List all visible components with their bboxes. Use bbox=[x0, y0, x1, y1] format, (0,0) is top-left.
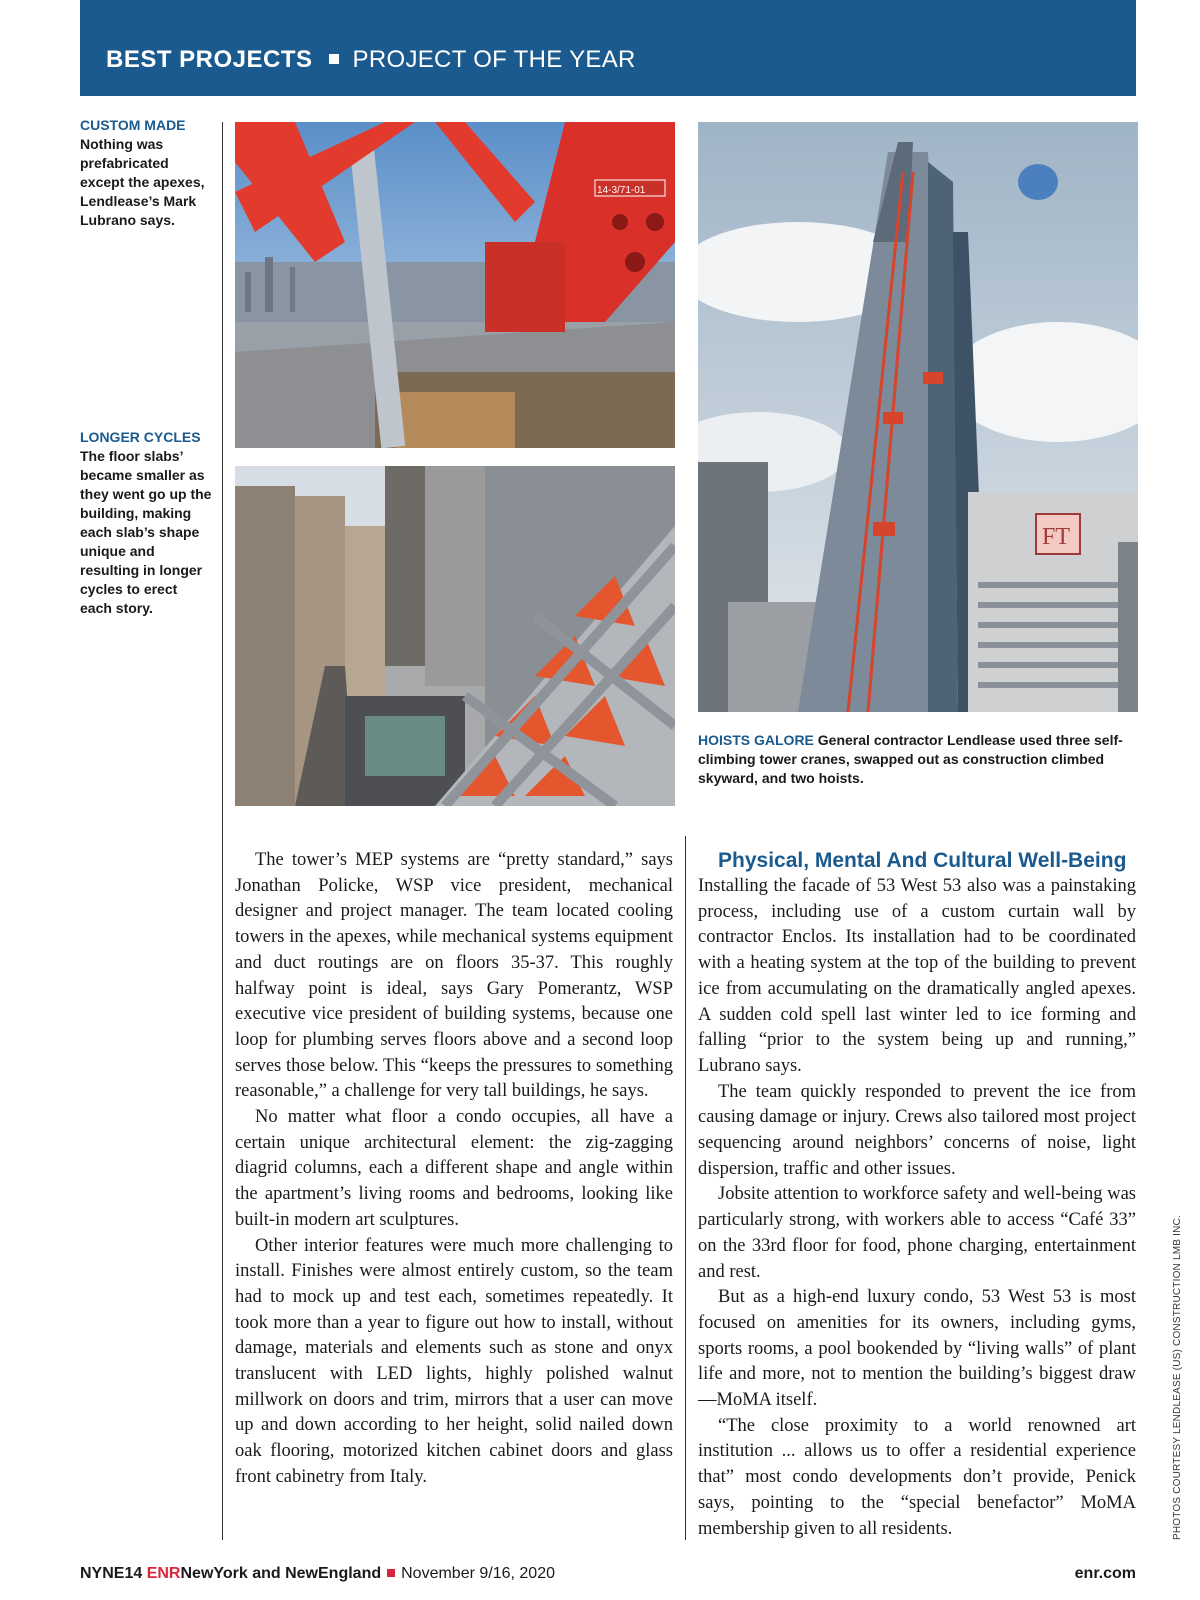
crane-sign-text: 14-3/71-01 bbox=[597, 185, 646, 196]
paragraph: The tower’s MEP systems are “pretty standard,” says Jonathan Policke, WSP vice president, mechanical designer and project manager. The team located cooling towers in the apexes, while mechanical systems equipment and duct routings are on floors 35-37. This roughly halfway point is ideal, says Gary Pomerantz, WSP executive vice president of building systems, because one loop for plumbing serves floors above and a second loop serves those below. This “keeps the pressures to something reasonable,” a challenge for very tall buildings, he says. bbox=[235, 850, 673, 1102]
site-url[interactable]: enr.com bbox=[1074, 1565, 1136, 1582]
footer-folio bbox=[80, 1565, 555, 1583]
publication-name: NewYork and NewEngland bbox=[180, 1565, 382, 1582]
paragraph: But as a high-end luxury condo, 53 West 53 is most focused on amenities for its owners, including gyms, sports rooms, a pool bookended by “living walls” of plant life and more, not to mention the building’s biggest draw—MoMA itself. bbox=[698, 1287, 1136, 1411]
issue-date: November 9/16, 2020 bbox=[401, 1565, 555, 1582]
article-column-2 bbox=[698, 848, 1136, 1542]
paragraph: The team quickly responded to prevent the ice from causing damage or injury. Crews also tailored most project sequencing around neighbors’ concerns of noise, light dispersion, traffic and other issues. bbox=[698, 1081, 1136, 1179]
article-column-1 bbox=[235, 848, 673, 1491]
caption-hoists-galore bbox=[698, 731, 1138, 788]
subhead: Physical, Mental And Cultural Well-Being bbox=[718, 849, 1127, 872]
caption-custom-made bbox=[80, 116, 212, 230]
enr-logo: ENR bbox=[146, 1565, 181, 1582]
paragraph: Jobsite attention to workforce safety and well-being was particularly strong, with workers able to access “Café 33” on the 33rd floor for food, phone charging, entertainment and rest. bbox=[698, 1184, 1136, 1282]
section-header-bar bbox=[80, 0, 1136, 96]
paragraph: Installing the facade of 53 West 53 also was a painstaking process, including use of a custom curtain wall by contractor Enclos. Its installation had to be coordinated with a heating system at the top of the building to prevent ice from accumulating on the dramatically angled apexes. A sudden cold spell last winter led to ice forming and falling “prior to the system being up and running,” Lubrano says. bbox=[698, 876, 1136, 1076]
page-number: NYNE14 bbox=[80, 1565, 143, 1582]
section-header bbox=[106, 46, 636, 74]
caption-head: CUSTOM MADE bbox=[80, 117, 186, 133]
caption-head: LONGER CYCLES bbox=[80, 429, 201, 445]
section-subtitle: PROJECT OF THE YEAR bbox=[352, 46, 636, 73]
photo-diagrid-street bbox=[235, 466, 675, 806]
ft-logo-text: FT bbox=[1042, 524, 1071, 550]
header-square-separator bbox=[329, 54, 339, 64]
paragraph: “The close proximity to a world renowned art institution ... allows us to offer a residential experience that” most condo developments don’t provide, Penick says, pointing to the “special benefactor” MoMA membership given to all residents. bbox=[698, 1415, 1136, 1539]
caption-text: The floor slabs’ became smaller as they went go up the building, making each slab’s shape unique and resulting in longer cycles to erect each story. bbox=[80, 448, 212, 616]
photo-crane-apex bbox=[235, 122, 675, 448]
paragraph: No matter what floor a condo occupies, all have a certain unique architectural element: the zig-zagging diagrid columns, each a different shape and angle within the apartment’s living rooms and bedrooms, looking like built-in modern art sculptures. bbox=[235, 1107, 673, 1230]
paragraph: Other interior features were much more challenging to install. Finishes were almost entirely custom, so the team had to mock up and test each, sometimes repeatedly. It took more than a year to figure out how to install, without damage, materials and elements such as stone and onyx translucent with LED lights, highly polished walnut millwork on doors and trim, mirrors that a user can move up and down according to her height, solid nailed down oak flooring, motorized kitchen cabinet doors and glass front cabinetry from Italy. bbox=[235, 1235, 673, 1487]
footer-square-separator bbox=[387, 1569, 395, 1577]
column-rule-left bbox=[222, 122, 223, 1540]
column-rule-middle bbox=[685, 836, 686, 1540]
caption-longer-cycles bbox=[80, 428, 212, 618]
photo-credit: PHOTOS COURTESY LENDLEASE (US) CONSTRUCTION LMB INC. bbox=[1172, 1215, 1183, 1540]
section-title: BEST PROJECTS bbox=[106, 46, 313, 73]
caption-text: Nothing was prefabricated except the apexes, Lendlease’s Mark Lubrano says. bbox=[80, 136, 205, 228]
caption-text: General contractor Lendlease used three self-climbing tower cranes, swapped out as construction climbed skyward, and two hoists. bbox=[698, 732, 1123, 786]
caption-head: HOISTS GALORE bbox=[698, 732, 814, 748]
photo-tower-hoists bbox=[698, 122, 1138, 712]
